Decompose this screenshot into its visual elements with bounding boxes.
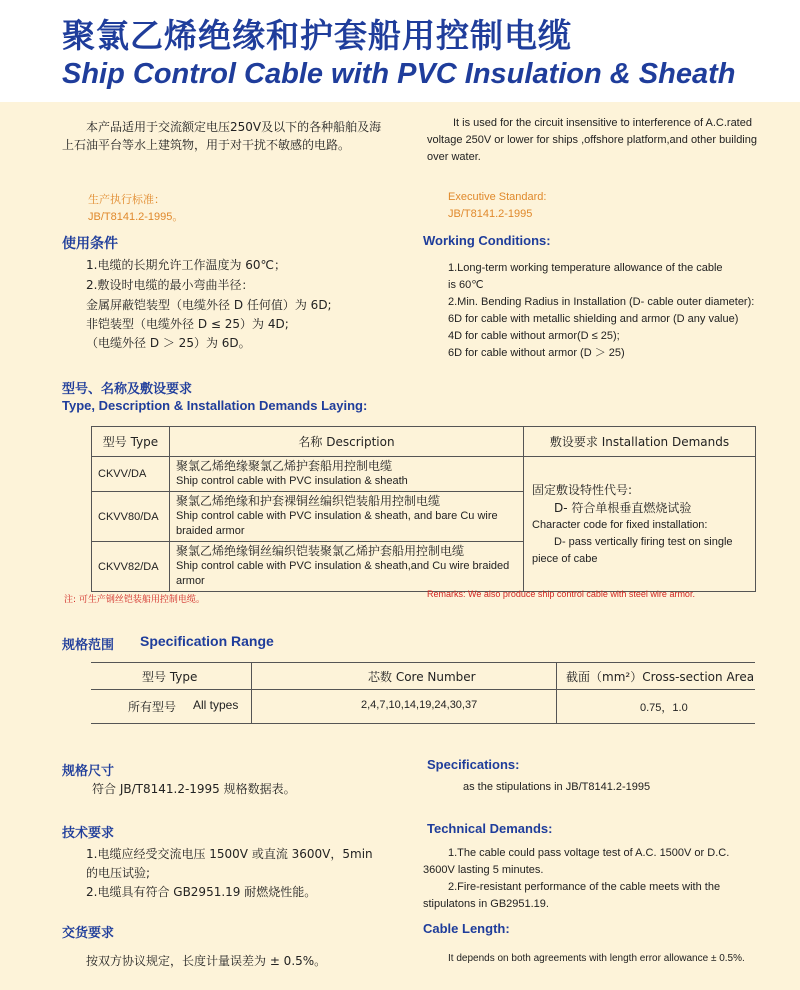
types-title-chinese: 型号、名称及敷设要求: [62, 382, 193, 397]
description-en: Ship control cable with PVC insulation & sheath, and bare Cu wire braided armor: [176, 510, 498, 537]
condition-en-line: 4D for cable without armor(D ≤ 25);: [448, 330, 620, 342]
description-cn: 聚氯乙烯绝缘聚氯乙烯护套船用控制电缆: [176, 459, 393, 473]
types-title-english: Type, Description & Installation Demands Laying:: [62, 398, 368, 413]
type-description-table: [91, 426, 756, 592]
model-cell: CKVV/DA: [92, 457, 170, 492]
condition-cn-line: （电缆外径 D ＞ 25）为 6D。: [86, 336, 251, 350]
technical-title-chinese: 技术要求: [62, 826, 115, 841]
install-cn-line: 固定敷设特性代号:: [532, 482, 633, 497]
intro-english: It is used for the circuit insensitive to interference of A.C.rated voltage 250V or lower for ships ,offshore platform,and other building over water.: [427, 117, 757, 163]
table-row: [92, 457, 756, 492]
spec-table-header-rule: [91, 689, 755, 690]
spec-table-divider: [556, 662, 557, 724]
spec-type-cn: 所有型号: [128, 700, 177, 714]
spec-header-section: 截面（mm²）Cross-section Area: [566, 670, 755, 684]
spec-table-divider: [251, 662, 252, 724]
description-cn: 聚氯乙烯绝缘和护套裸铜丝编织铠装船用控制电缆: [176, 494, 441, 508]
intro-chinese: 本产品适用于交流额定电压250V及以下的各种船舶及海上石油平台等水上建筑物，用于对干扰不敏感的电路。: [62, 120, 382, 152]
spec-header-type: 型号 Type: [142, 670, 198, 684]
install-en-line: D- pass vertically firing test on single piece of cabe: [532, 535, 733, 565]
description-cn: 聚氯乙烯绝缘铜丝编织铠装聚氯乙烯护套船用控制电缆: [176, 544, 465, 558]
technical-en-line: 1.The cable could pass voltage test of A.C. 1500V or D.C.: [448, 847, 730, 859]
condition-cn-line: 2.敷设时电缆的最小弯曲半径：: [86, 278, 254, 292]
condition-cn-line: 金属屏蔽铠装型（电缆外径 D 任何值）为 6D;: [86, 298, 332, 312]
title-chinese: 聚氯乙烯绝缘和护套船用控制电缆: [62, 16, 572, 55]
note-chinese: 注: 可生产钢丝铠装船用控制电缆。: [64, 595, 205, 605]
header-installation: 敷设要求 Installation Demands: [524, 427, 756, 457]
dimensions-title-chinese: 规格尺寸: [62, 764, 115, 779]
delivery-text-chinese: 按双方协议规定，长度计量误差为 ± 0.5%。: [86, 954, 327, 968]
technical-title-english: Technical Demands:: [427, 821, 553, 836]
standard-value-chinese: JB/T8141.2-1995。: [88, 211, 184, 223]
conditions-title-chinese: 使用条件: [62, 236, 118, 252]
spec-table-bottom-rule: [91, 723, 755, 724]
spec-table-top-rule: [91, 662, 755, 663]
condition-en-line: 6D for cable with metallic shielding and armor (D any value): [448, 313, 739, 325]
condition-en-line: is 60℃: [448, 279, 484, 291]
condition-en-line: 2.Min. Bending Radius in Installation (D- cable outer diameter):: [448, 296, 755, 308]
description-en: Ship control cable with PVC insulation & sheath: [176, 475, 408, 487]
standard-value-english: JB/T8141.2-1995: [448, 208, 533, 220]
condition-en-line: 6D for cable without armor (D ＞ 25): [448, 347, 625, 359]
title-english: Ship Control Cable with PVC Insulation & Sheath: [62, 58, 736, 90]
standard-label-english: Executive Standard:: [448, 191, 547, 203]
install-en-line: Character code for fixed installation:: [532, 518, 708, 531]
conditions-title-english: Working Conditions:: [423, 233, 551, 248]
delivery-text-english: It depends on both agreements with length error allowance ± 0.5%.: [448, 953, 745, 964]
technical-en-line: stipulatons in GB2951.19.: [423, 898, 549, 910]
description-en: Ship control cable with PVC insulation & sheath,and Cu wire braided armor: [176, 560, 510, 587]
model-cell: CKVV82/DA: [92, 542, 170, 592]
condition-cn-line: 1.电缆的长期允许工作温度为 60℃；: [86, 258, 287, 272]
technical-cn-line: 2.电缆具有符合 GB2951.19 耐燃烧性能。: [86, 885, 317, 899]
delivery-title-chinese: 交货要求: [62, 926, 115, 941]
model-cell: CKVV80/DA: [92, 492, 170, 542]
description-cell: [170, 457, 524, 492]
header-description: 名称 Description: [170, 427, 524, 457]
description-cell: [170, 492, 524, 542]
technical-en-line: 3600V lasting 5 minutes.: [423, 864, 544, 876]
technical-en-line: 2.Fire-resistant performance of the cable meets with the: [448, 881, 721, 893]
standard-label-chinese: 生产执行标准：: [88, 193, 165, 206]
delivery-title-english: Cable Length:: [423, 921, 510, 936]
install-cn-line: D- 符合单根垂直燃烧试验: [554, 500, 692, 515]
table-header-row: [92, 427, 756, 457]
description-cell: [170, 542, 524, 592]
dimensions-title-english: Specifications:: [427, 757, 520, 772]
spec-header-cores: 芯数 Core Number: [368, 670, 476, 684]
spec-type-en: All types: [193, 698, 239, 712]
condition-en-line: 1.Long-term working temperature allowance of the cable: [448, 262, 723, 274]
technical-cn-line: 的电压试验;: [86, 866, 151, 880]
installation-cell: [524, 457, 756, 592]
spec-cores-value: 2,4,7,10,14,19,24,30,37: [361, 699, 478, 711]
note-english: Remarks: We also produce ship control cable with steel wire armor.: [427, 589, 695, 599]
header-type: 型号 Type: [92, 427, 170, 457]
condition-cn-line: 非铠装型（电缆外径 D ≤ 25）为 4D;: [86, 317, 289, 331]
page-header: [0, 0, 800, 102]
spec-range-title-english: Specification Range: [140, 633, 274, 649]
dimensions-text-english: as the stipulations in JB/T8141.2-1995: [463, 781, 651, 793]
technical-cn-line: 1.电缆应经受交流电压 1500V 或直流 3600V，5min: [86, 847, 373, 861]
dimensions-text-chinese: 符合 JB/T8141.2-1995 规格数据表。: [92, 782, 296, 796]
spec-range-title-chinese: 规格范围: [62, 638, 115, 653]
spec-section-value: 0.75，1.0: [640, 702, 688, 714]
